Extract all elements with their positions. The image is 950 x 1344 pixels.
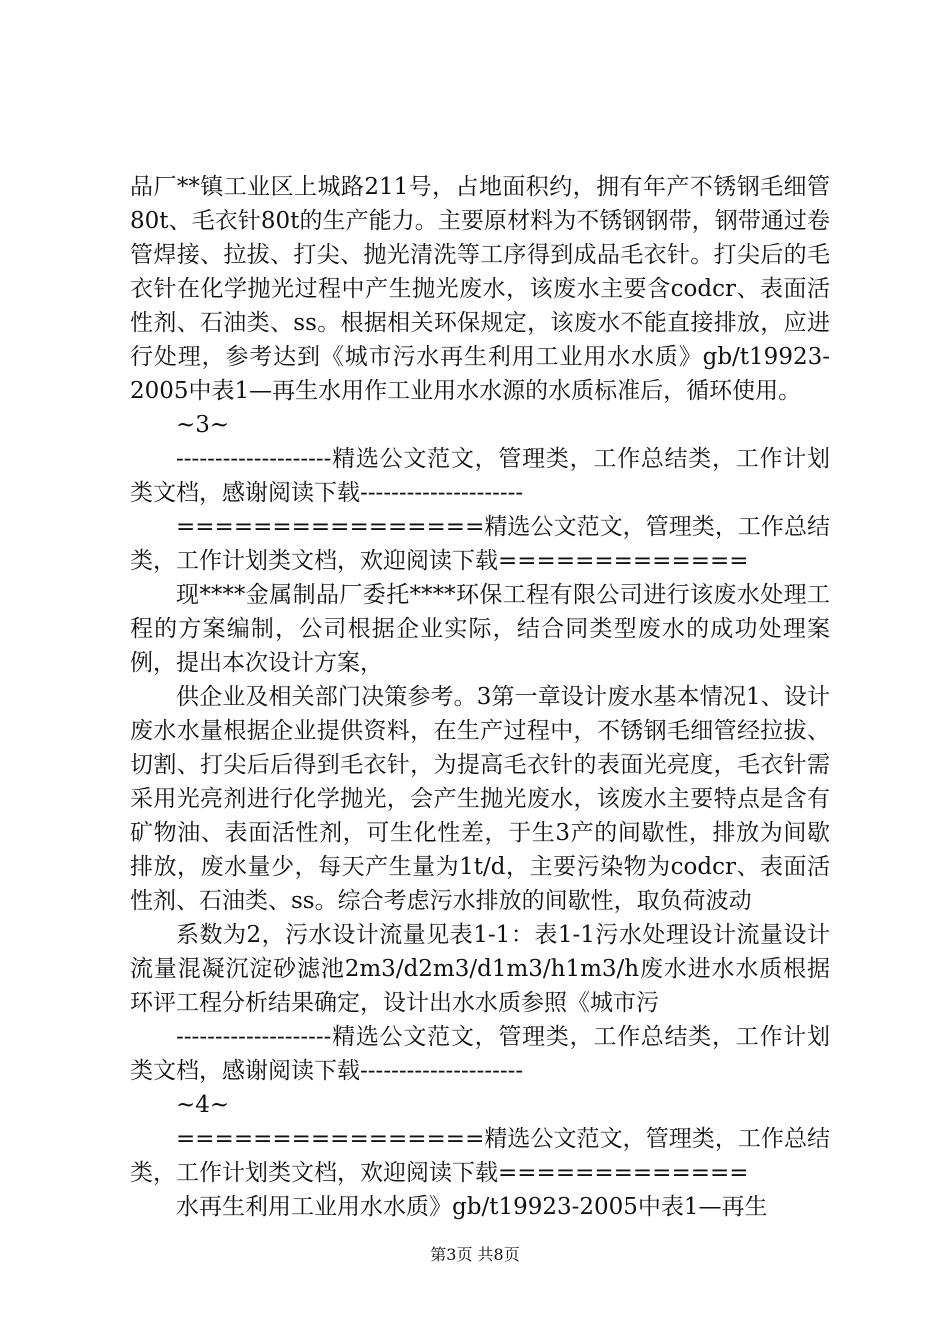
paragraph: ~3~ [176,412,230,438]
paragraph: 现****金属制品厂委托****环保工程有限公司进行该废水处理工程的方案编制，公司根据企业实际，结合同类型废水的成功处理案例，提出本次设计方案， [130,582,830,676]
paragraph: ~4~ [176,1092,230,1118]
paragraph: 系数为2，污水设计流量见表1-1：表1-1污水处理设计流量设计流量混凝沉淀砂滤池2m3/d2m3/d1m3/h1m3/h废水进水水质根据环评工程分析结果确定，设计出水水质参照《城市污 [130,922,830,1016]
paragraph: ================精选公文范文，管理类，工作总结类，工作计划类文档，欢迎阅读下载============= [130,1126,830,1186]
paragraph: 水再生利用工业用水水质》gb/t19923-2005中表1—再生 [176,1194,768,1220]
paragraph: 品厂**镇工业区上城路211号，占地面积约，拥有年产不锈钢毛细管80t、毛衣针80t的生产能力。主要原材料为不锈钢钢带，钢带通过卷管焊接、拉拔、打尖、抛光清洗等工序得到成品毛衣针。打尖后的毛衣针在化学抛光过程中产生抛光废水，该废水主要含codcr、表面活性剂、石油类、ss。根据相关环保规定，该废水不能直接排放，应进行处理，参考达到《城市污水再生利用工业用水水质》gb/t19923-2005中表1—再生水用作工业用水水源的水质标准后，循环使用。 [130,174,830,404]
page-footer: 第3页 共8页 [430,1245,520,1264]
paragraph: ================精选公文范文，管理类，工作总结类，工作计划类文档，欢迎阅读下载============= [130,514,830,574]
document-body [130,170,830,1224]
paragraph: --------------------精选公文范文，管理类，工作总结类，工作计划类文档，感谢阅读下载--------------------- [130,446,830,506]
paragraph: 供企业及相关部门决策参考。3第一章设计废水基本情况1、设计废水水量根据企业提供资料，在生产过程中，不锈钢毛细管经拉拔、切割、打尖后后得到毛衣针，为提高毛衣针的表面光亮度，毛衣针需采用光亮剂进行化学抛光，会产生抛光废水，该废水主要特点是含有矿物油、表面活性剂，可生化性差，于生3产的间歇性，排放为间歇排放，废水量少，每天产生量为1t/d，主要污染物为codcr、表面活性剂、石油类、ss。综合考虑污水排放的间歇性，取负荷波动 [130,684,830,914]
paragraph: --------------------精选公文范文，管理类，工作总结类，工作计划类文档，感谢阅读下载--------------------- [130,1024,830,1084]
